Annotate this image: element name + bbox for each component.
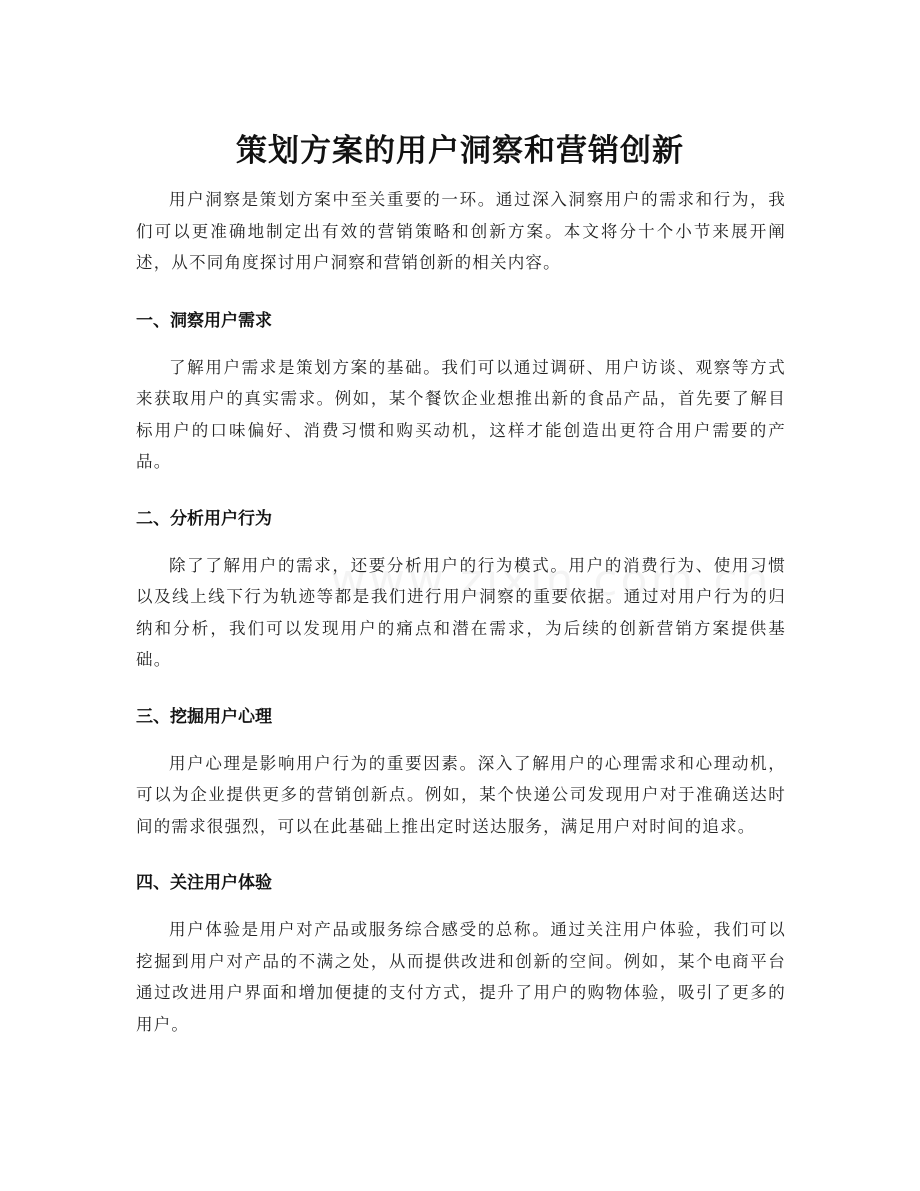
section-body-1: 了解用户需求是策划方案的基础。我们可以通过调研、用户访谈、观察等方式来获取用户的真实需求。例如，某个餐饮企业想推出新的食品产品，首先要了解目标用户的口味偏好、消费习惯和购买动机，这样才能创造出更符合用户需要的产品。 (136, 357, 786, 471)
section-body-4: 用户体验是用户对产品或服务综合感受的总称。通过关注用户体验，我们可以挖掘到用户对产品的不满之处，从而提供改进和创新的空间。例如，某个电商平台通过改进用户界面和增加便捷的支付方式，提升了用户的购物体验，吸引了更多的用户。 (136, 920, 786, 1034)
intro-paragraph: 用户洞察是策划方案中至关重要的一环。通过深入洞察用户的需求和行为，我们可以更准确地制定出有效的营销策略和创新方案。本文将分十个小节来展开阐述，从不同角度探讨用户洞察和营销创新的相关内容。 (136, 190, 786, 272)
section-heading-1: 一、洞察用户需求 (136, 310, 272, 331)
section-heading-4: 四、关注用户体验 (136, 873, 272, 893)
document-body (136, 184, 786, 1040)
section-body-3: 用户心理是影响用户行为的重要因素。深入了解用户的心理需求和心理动机，可以为企业提供更多的营销创新点。例如，某个快递公司发现用户对于准确送达时间的需求很强烈，可以在此基础上推出定时送达服务，满足用户对时间的追求。 (136, 753, 786, 836)
document-title: 策划方案的用户洞察和营销创新 (236, 132, 684, 169)
section-heading-2: 二、分析用户行为 (136, 508, 272, 529)
section-heading-3: 三、挖掘用户心理 (136, 706, 272, 727)
section-body-2: 除了了解用户的需求，还要分析用户的行为模式。用户的消费行为、使用习惯以及线上线下行为轨迹等都是我们进行用户洞察的重要依据。通过对用户行为的归纳和分析，我们可以发现用户的痛点和潜在需求，为后续的创新营销方案提供基础。 (136, 555, 786, 669)
